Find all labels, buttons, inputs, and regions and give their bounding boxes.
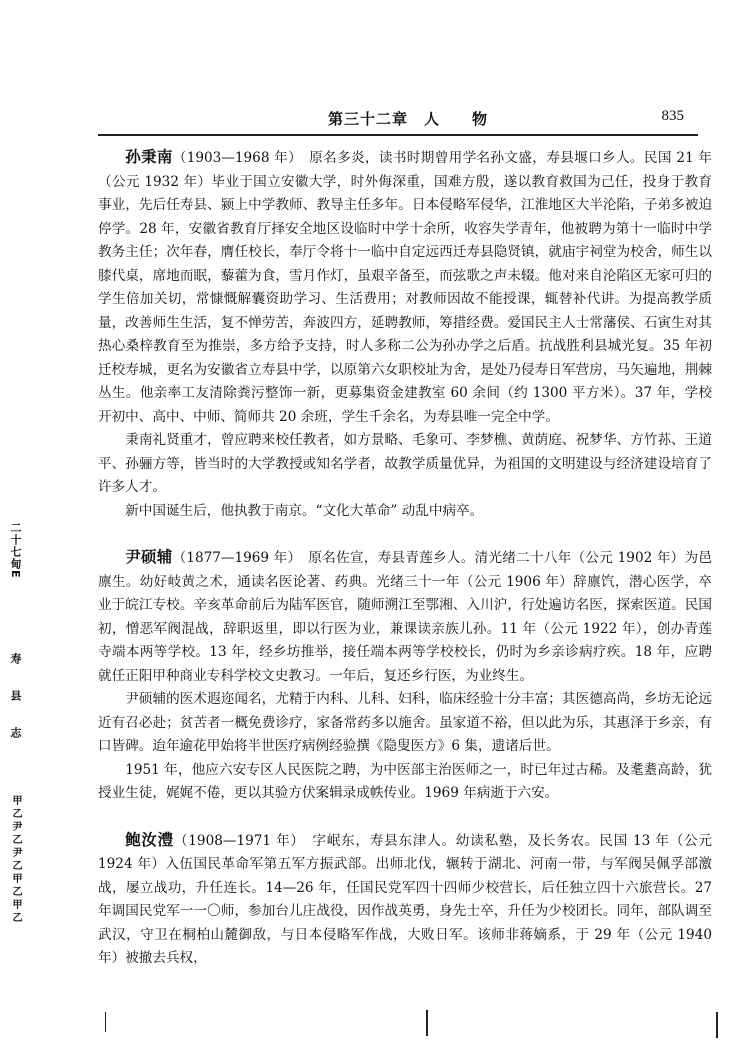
margin-note-3: 甲乙尹乙尹乙甲乙甲乙 [10,795,21,925]
page-body [98,146,712,971]
person-dates: （1903—1968 年） [172,150,296,166]
person-name: 鲍汝澧 [125,830,174,849]
biography-entry [98,829,712,971]
scan-mark [105,1012,106,1032]
biography-entry [98,146,712,523]
paragraph: 新中国诞生后，他执教于南京。“文化大革命” 动乱中病卒。 [125,502,484,519]
paragraph: 1951 年，他应六安专区人民医院之聘，为中医部主治医师之一，时已年过古稀。及耄耋高龄，犹授业生徒，娓娓不倦，更以其验方伏案辑录成帙传业。1969 年病逝于六安。 [98,761,712,801]
biography-entry [98,546,712,806]
paragraph: 字岷东，寿县东津人。幼读私塾，及长务农。民国 13 年（公元 1924 年）入伍国民革命军第五军方振武部。出师北伐，辗转于湖北、河南一带，与军阀吴佩孚部激战，屡立战功，升任连长。14—26 年，任国民党军四十四师少校营长，后任独立四十六旅营长。27 年调国民党军一一〇师，参加台儿庄战役，因作战英勇，身先士卒，升任为少校团长。同年，部队调至武汉，守卫在桐柏山麓御敌，与日本侵略军作战，大败日军。该师非蒋嫡系，于 29 年（公元 1940 年）被撤去兵权， [98,832,712,966]
scan-mark [716,1012,718,1038]
paragraph: 原名佐宣，寿县青莲乡人。清光绪二十八年（公元 1902 年）为邑廪生。幼好岐黄之术，通读名医论著、药典。光绪三十一年（公元 1906 年）辞廪饩，潜心医学，卒业于皖江专校。辛亥革命前后为陆军医官，随师溯江至鄂湘、入川沪，行处遍访名医，探索医道。民国初，憎恶军阀混战，辞职返里，即以行医为业，兼课读亲族儿孙。11 年（公元 1922 年），创办青莲寺端本两等学校。13 年，经乡坊推举，接任端本两等学校校长，仍时为乡亲诊病疗疾。18 年，应聘就任正阳甲种商业专科学校文史教习。一年后，复还乡行医，为业终生。 [98,550,712,684]
person-name: 尹硕辅 [125,548,173,566]
margin-note-1: 二十七甸E [9,522,22,579]
page-header [98,108,698,136]
margin-note-book-title: 寿县志 [9,653,22,764]
paragraph: 秉南礼贤重才，曾应聘来校任教者，如方景略、毛象可、李梦樵、黄荫庭、祝梦华、方竹荪、王道平、孙骊方等，皆当时的大学教授或知名学者，故教学质量优异，为祖国的文明建设与经济建设培育了许多人才。 [98,432,712,495]
scan-mark [426,1010,428,1036]
paragraph: 原名多炎，读书时期曾用学名孙文盛，寿县堰口乡人。民国 21 年（公元 1932 年）毕业于国立安徽大学，时外侮深重，国难方殷，遂以教育救国为己任，投身于教育事业，先后任寿县、颍上中学教师、教导主任多年。日本侵略军侵华，江淮地区大半沦陷，子弟多被迫停学。28 年，安徽省教育厅择安全地区设临时中学十余所，收容失学青年，他被聘为第十一临时中学教务主任；次年春，膺任校长，奉厅令将十一临中自定远西迁寿县隐贤镇，就庙宇祠堂为校舍，师生以膝代桌，席地而眠，藜藿为食，雪月作灯，虽艰辛备至，而弦歌之声未辍。他对来自沦陷区无家可归的学生倍加关切，常慷慨解囊资助学习、生活费用；对教师因故不能授课，辄替补代讲。为提高教学质量，改善师生生活，复不惮劳苦，奔波四方，延聘教师，筹措经费。爱国民主人士常藩侯、石寅生对其热心桑梓教育至为推崇，多方给予支持，时人多称二公为孙办学之后盾。抗战胜利县城光复。35 年初迁校寿城，更名为安徽省立寿县中学，以原第六女职校址为舍，是处乃侵寿日军营房，马矢遍地，荆棘丛生。他亲率工友清除粪污整饰一新，更募集资金建教室 60 余间（约 1300 平方米）。37 年，学校开初中、高中、中师、简师共 20 余班，学生千余名，为寿县唯一完全中学。 [98,150,712,425]
person-dates: （1877—1969 年） [172,550,295,566]
chapter-title: 第三十二章 人 物 [328,110,489,128]
page-number: 835 [661,108,684,124]
person-name: 孙秉南 [125,148,173,166]
paragraph: 尹硕辅的医术遐迩闻名，尤精于内科、儿科、妇科，临床经验十分丰富；其医德高尚，乡坊无论远近有召必赴；贫苦者一概免费诊疗，家备常药多以施舍。虽家道不裕，但以此为乐，其惠泽于乡亲，有口皆碑。迨年逾花甲始将半世医疗病例经验撰《隐叟医方》6 集，遗诸后世。 [98,691,712,754]
person-dates: （1908—1971 年） [173,832,299,849]
